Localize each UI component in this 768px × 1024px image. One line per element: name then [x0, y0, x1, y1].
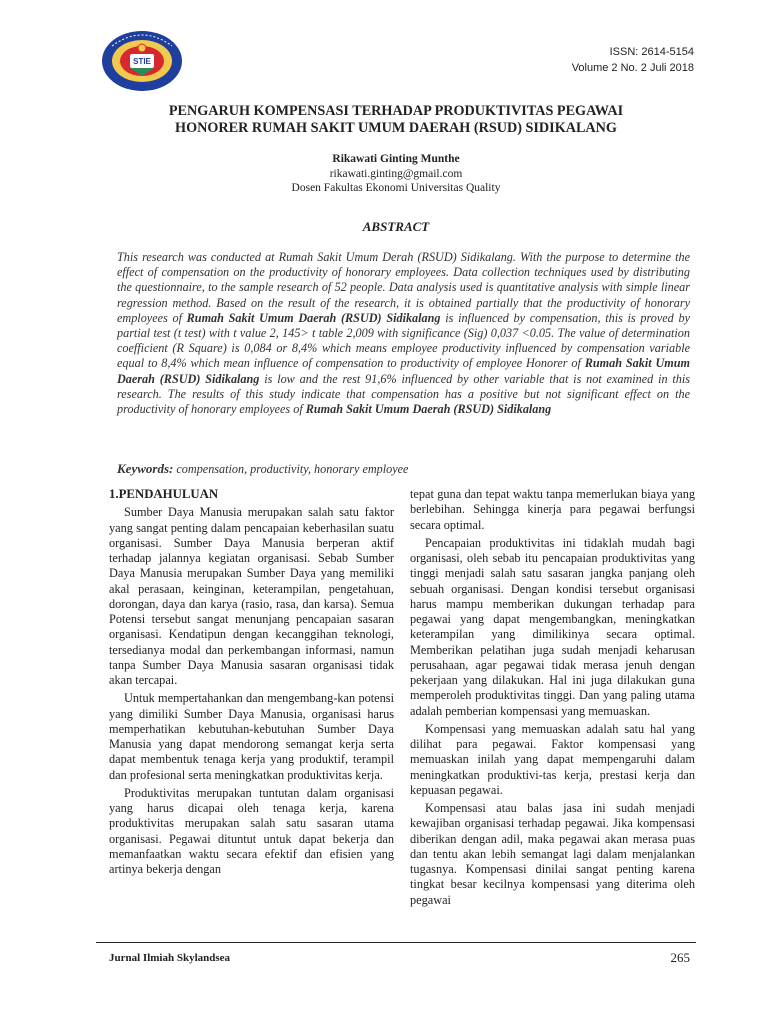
page-number: 265 — [670, 950, 690, 965]
abstract-part-2: is influenced by compensation, this is proved by partial test (t test) with t value 2, 145> t table 2,009 with significance (Sig) 0,037 <0.05. The value of determination coefficient (R Square) is 0,084 or 8,4% which means employee productivity influenced by compensation variable equal to 8,4% which mean influence of compensation to productivity of employee Honorer of — [117, 310, 690, 371]
body-paragraph: Kompensasi yang memuaskan adalah satu hal yang dilihat para pegawai. Faktor kompensasi yang memuaskan inilah yang dapat mempengaruhi dalam meningkatkan produktivi-tas kerja, prestasi kerja dan kepuasan pegawai. — [410, 721, 695, 797]
paper-title — [96, 103, 696, 137]
issn-volume-block — [572, 44, 694, 76]
abstract-part-3: is low and the rest 91,6% influenced by other variable that is not examined in this research. The results of this study indicate that compensation has a positive but not significant effect on the productivity of honorary employees of — [117, 371, 690, 417]
title-line-2: HONORER RUMAH SAKIT UMUM DAERAH (RSUD) SIDIKALANG — [175, 120, 617, 136]
abstract-part-1: This research was conducted at Rumah Sakit Umum Derah (RSUD) Sidikalang. With the purpose to determine the effect of compensation on the productivity of honorary employees. Data collection techniques used by distributing the questionnaire, to the sample research of 52 people. Data analysis used is quantitative analysis with simple linear regression method. Based on the result of the research, it is obtained partially that the productivity of honorary employees of — [117, 250, 690, 325]
keywords-text: compensation, productivity, honorary employee — [173, 462, 409, 476]
footer-journal-name: Jurnal Ilmiah Skylandsea — [109, 952, 231, 964]
keywords-label: Keywords: — [117, 461, 174, 476]
abstract-heading: ABSTRACT — [362, 219, 430, 234]
right-column — [410, 487, 695, 908]
section-heading: 1.PENDAHULUAN — [109, 487, 219, 501]
body-paragraph: Sumber Daya Manusia merupakan salah satu faktor yang sangat penting dalam pencapaian keberhasilan suatu organisasi. Sumber Daya Manusia berperan aktif terhadap jalannya kegiatan organisasi. Sebab Sumber Daya Manusia merupakan Sumber Daya yang memiliki akal perasaan, keinginan, keterampilan, pengetahuan, dorongan, daya dan karya (rasio, rasa, dan karsa). Semua Potensi tersebut sangat menunjang pencapaian sasaran organisasi. Kendatipun dengan kecanggihan teknologi, tersedianya modal dan perkembangan informasi, namun tanpa Sumber Daya Manusia sasaran organisasi tidak akan tercapai. — [109, 505, 394, 687]
abstract-bold-3: Rumah Sakit Umum Daerah (RSUD) Sidikalang — [305, 402, 552, 417]
author-block — [96, 152, 696, 195]
body-paragraph: Pencapaian produktivitas ini tidaklah mudah bagi organisasi, oleh sebab itu pencapaian produktivitas yang tinggi menjadi salah satu sasaran jangka panjang oleh sebuah organisasi. Dengan kondisi tersebut organisasi harus mampu memberikan dukungan terhadap para pegawai yang dapat mengembangkan, meningkatkan keterampilan yang dimilikinya secara optimal. Memberikan pelatihan juga sudah menjadi keharusan perusahaan, agar pegawai tidak merasa jenuh dengan pekerjaan yang dilakukan. Hal ini juga dilakukan guna memperoleh produktivitas tinggi. Dan yang paling utama adalah pemberian kompensasi yang memuaskan. — [410, 535, 695, 718]
volume-info: Volume 2 No. 2 Juli 2018 — [571, 62, 694, 74]
abstract-bold-1: Rumah Sakit Umum Daerah (RSUD) Sidikalang — [186, 310, 441, 325]
footer-divider — [96, 942, 696, 943]
abstract-text — [117, 250, 690, 417]
issn: ISSN: 2614-5154 — [609, 46, 694, 58]
logo-center-text: STIE — [133, 57, 151, 66]
author-affiliation: Dosen Fakultas Ekonomi Universitas Quality — [291, 182, 501, 194]
left-column — [109, 487, 394, 877]
body-paragraph: Untuk mempertahankan dan mengembang-kan potensi yang dimiliki Sumber Daya Manusia, organisasi harus memperhatikan kebutuhan-kebutuhan Sumber Daya Manusia yang dapat mendorong semangat kerja serta dapat membentuk tenaga kerja yang produktif, terampil dan profesional serta meningkatkan produktivitas kerja. — [109, 691, 394, 782]
body-paragraph-continuation: tepat guna dan tepat waktu tanpa memerlukan biaya yang berlebihan. Sehingga kinerja para pegawai berfungsi secara optimal. — [410, 487, 695, 532]
author-email: rikawati.ginting@gmail.com — [329, 168, 463, 180]
author-name: Rikawati Ginting Munthe — [332, 153, 460, 165]
title-line-1: PENGARUH KOMPENSASI TERHADAP PRODUKTIVITAS PEGAWAI — [168, 103, 624, 119]
abstract-bold-2: Rumah Sakit Umum Daerah (RSUD) Sidikalang — [117, 356, 690, 386]
body-paragraph: Kompensasi atau balas jasa ini sudah menjadi kewajiban organisasi terhadap pegawai. Jika kompensasi diberikan dengan adil, maka pegawai akan merasa puas dan tentu akan lebih semangat lagi dalam menjalankan tugasnya. Kompensasi dinilai sangat penting karena tingkat besar kecilnya kompensasi yang diterima oleh pegawai — [410, 801, 695, 907]
journal-logo — [100, 28, 184, 94]
body-paragraph: Produktivitas merupakan tuntutan dalam organisasi yang harus dicapai oleh tenaga kerja, karena produktivitas merupakan salah satu sasaran utama organisasi. Pegawai dituntut untuk dapat bekerja dan memanfaatkan waktu secara efektif dan efisien yang artinya bekerja dengan — [109, 785, 394, 876]
keywords-line — [117, 461, 690, 477]
